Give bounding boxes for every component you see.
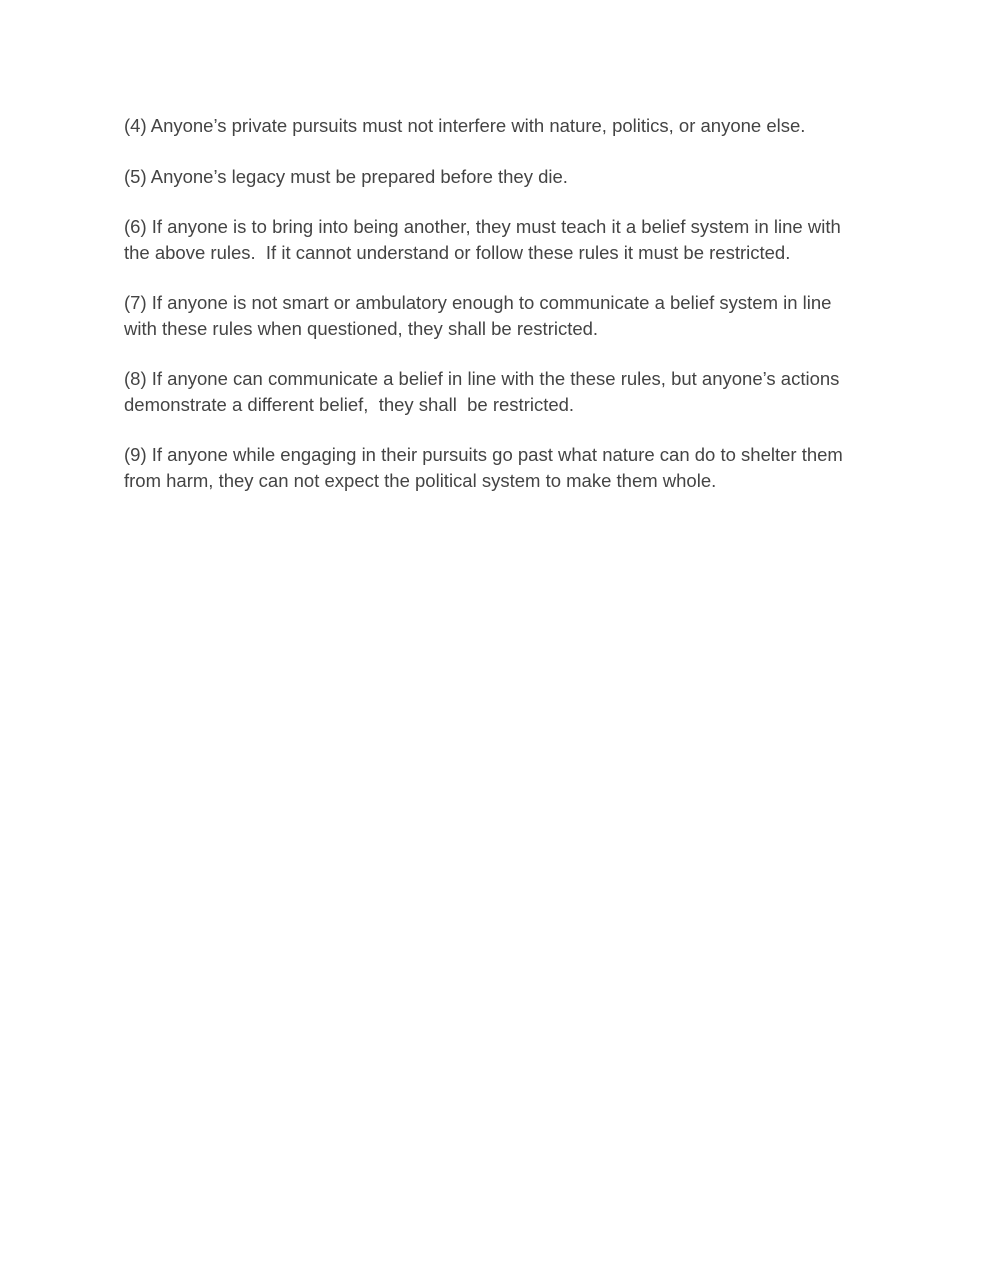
document-body bbox=[124, 113, 864, 518]
rule-paragraph-9: (9) If anyone while engaging in their pursuits go past what nature can do to shelter them from harm, they can not expect the political system to make them whole. bbox=[124, 444, 848, 491]
rule-paragraph-6: (6) If anyone is to bring into being another, they must teach it a belief system in line with the above rules. If it cannot understand or follow these rules it must be restricted. bbox=[124, 216, 846, 263]
rule-paragraph-7: (7) If anyone is not smart or ambulatory enough to communicate a belief system in line with these rules when questioned, they shall be restricted. bbox=[124, 292, 837, 339]
rule-paragraph-4: (4) Anyone’s private pursuits must not interfere with nature, politics, or anyone else. bbox=[124, 115, 806, 136]
rule-paragraph-5: (5) Anyone’s legacy must be prepared before they die. bbox=[124, 165, 568, 187]
rule-paragraph-8: (8) If anyone can communicate a belief in line with the these rules, but anyone’s actions demonstrate a different belief, they shall be restricted. bbox=[124, 368, 845, 415]
